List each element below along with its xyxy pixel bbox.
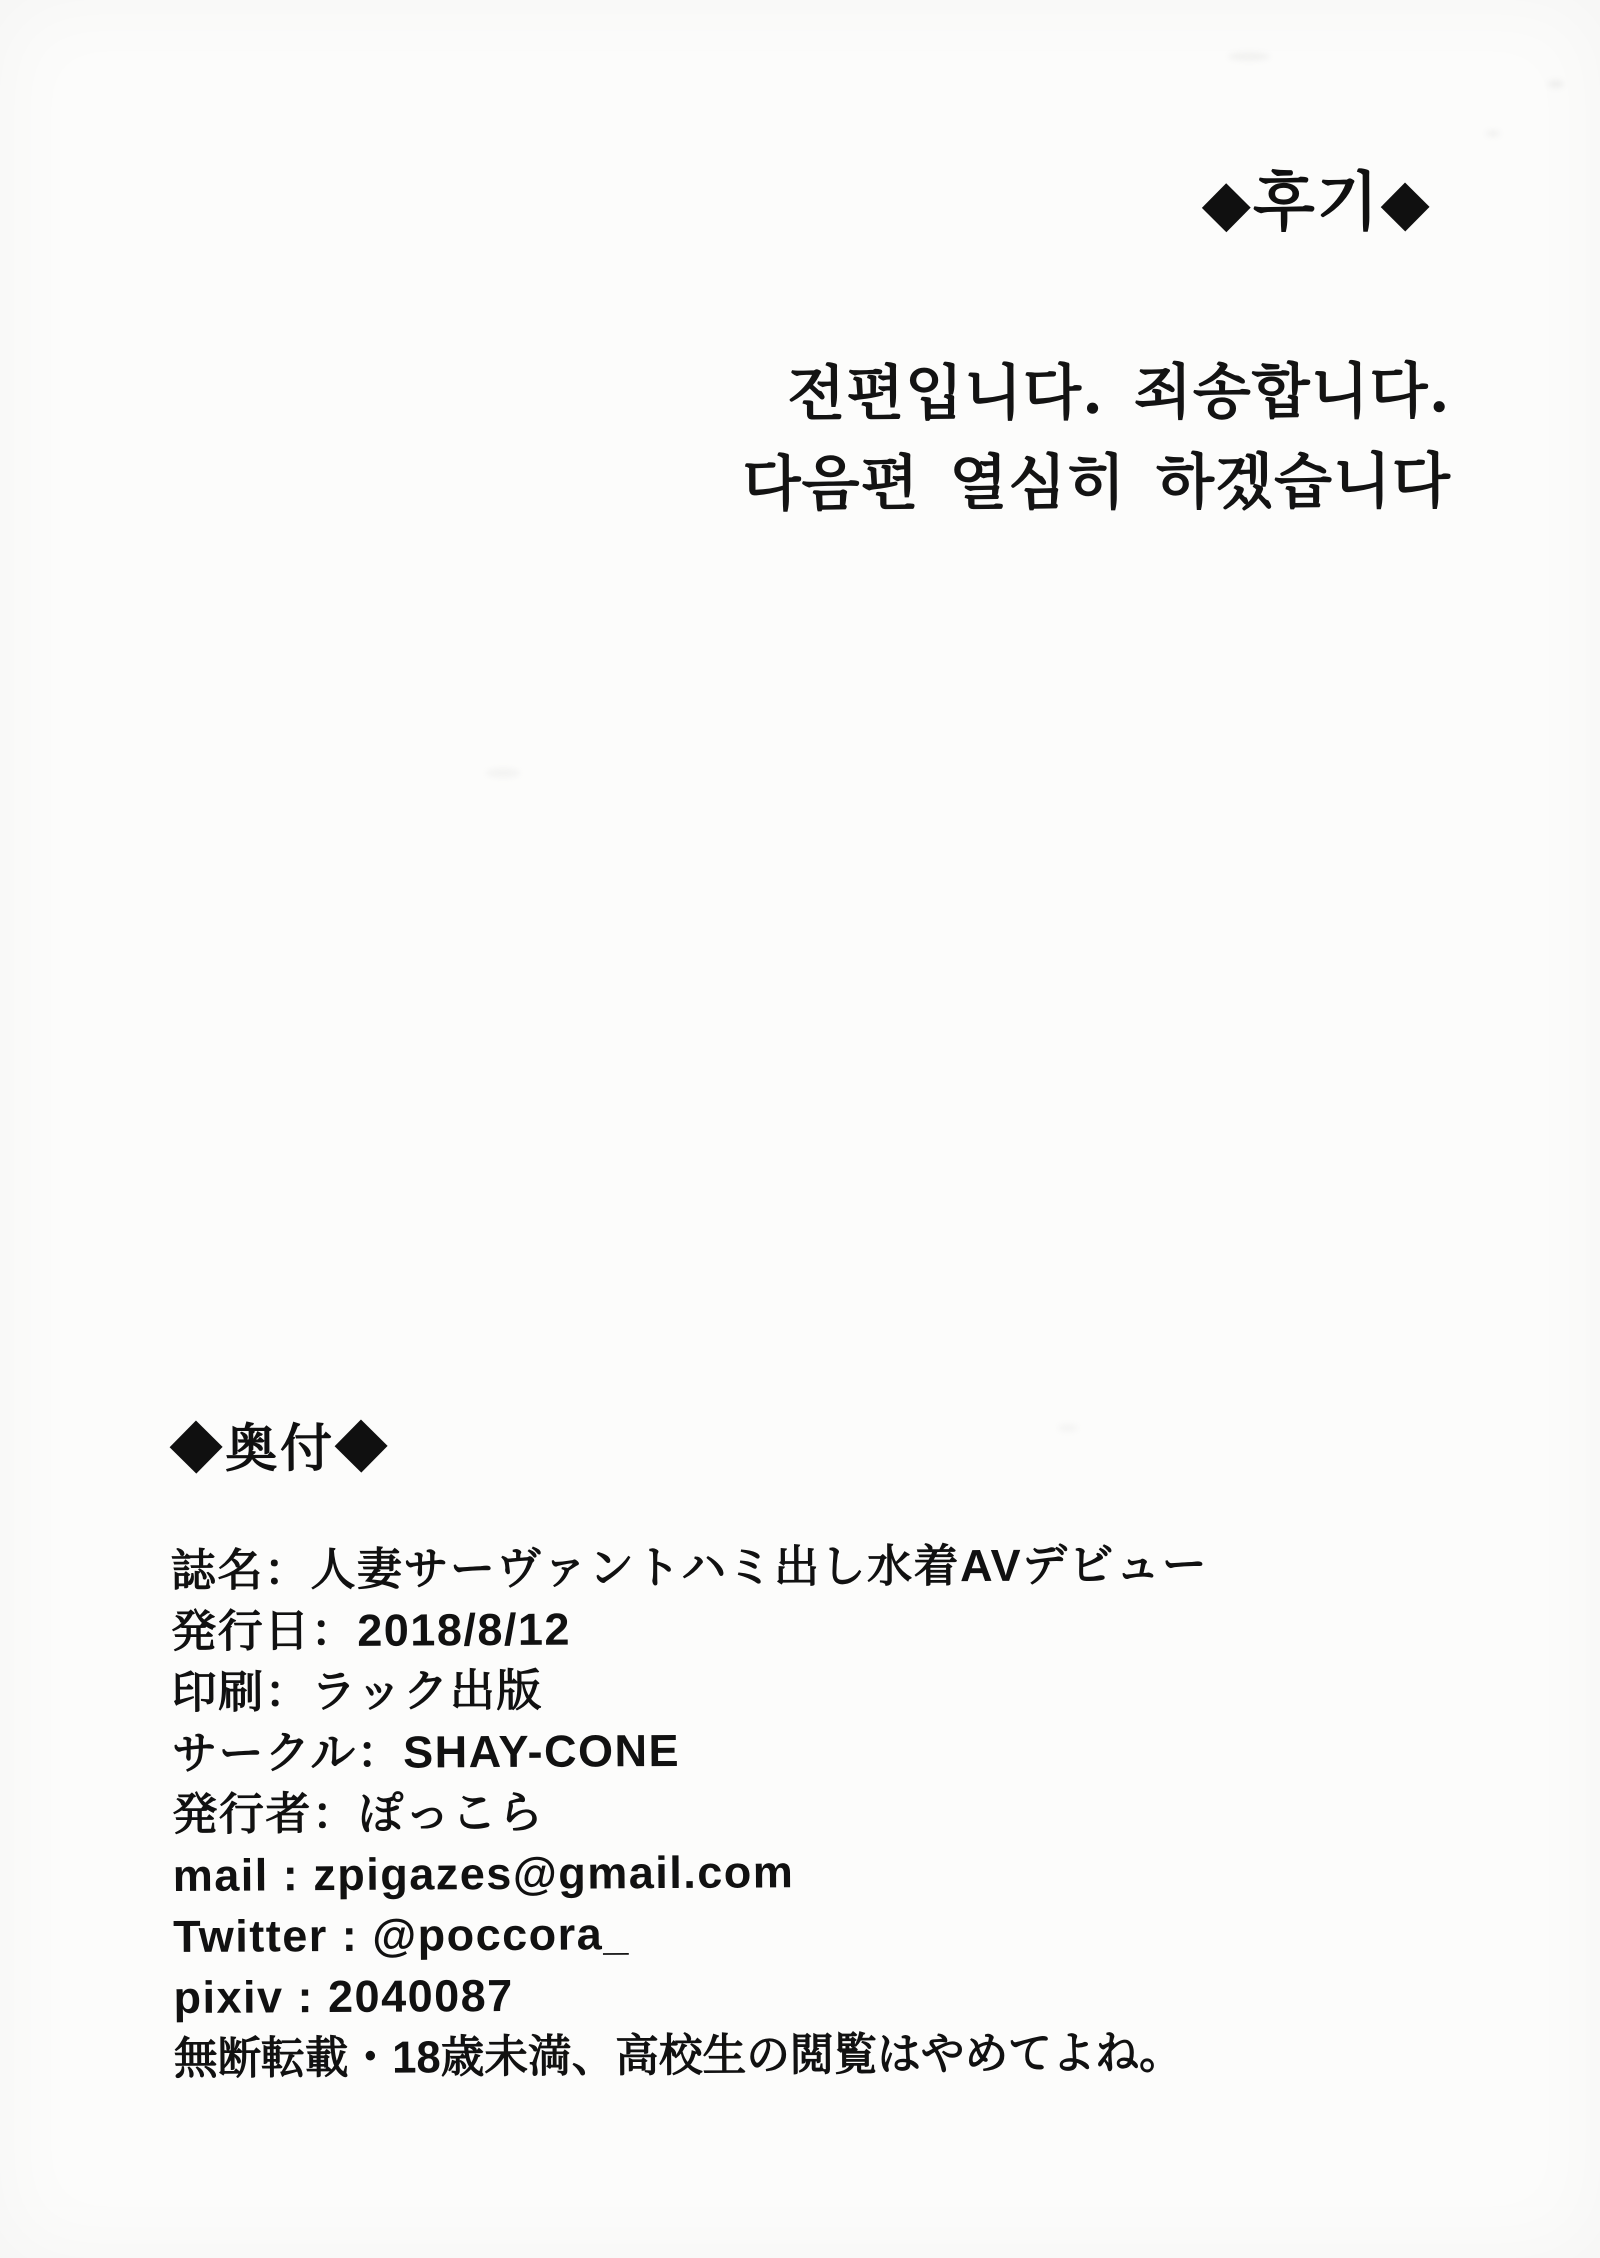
afterword-line-1: 전편입니다. 죄송합니다. <box>786 356 1451 430</box>
colophon-entry-title: 誌名：人妻サーヴァントハミ出し水着AVデビュー <box>170 1538 1209 1596</box>
colophon-heading: ◆奥付◆ <box>169 1419 391 1479</box>
colophon-entry-twitter: Twitter : @poccora_ <box>172 1908 630 1962</box>
colophon-entries <box>171 1534 1214 2089</box>
afterword-text <box>742 346 1451 529</box>
colophon-entry-pixiv: pixiv : 2040087 <box>173 1969 514 2023</box>
colophon-entry-publish-date: 発行日：2018/8/12 <box>171 1603 572 1657</box>
colophon-entry-notice: 無断転載・18歳未満、高校生の閲覧はやめてよね。 <box>173 2026 1183 2084</box>
afterword-section <box>741 156 1451 529</box>
colophon-entry-printer: 印刷：ラック出版 <box>171 1664 543 1718</box>
afterword-heading: ◆후기◆ <box>1201 164 1432 241</box>
scan-smudge <box>1486 130 1500 137</box>
afterword-line-2: 다음편 열심히 하겠습니다 <box>742 446 1451 520</box>
colophon-entry-publisher: 発行者：ぽっこら <box>172 1786 545 1840</box>
colophon-section <box>170 1416 1214 2089</box>
scan-smudge <box>1548 80 1564 88</box>
colophon-entry-mail: mail : zpigazes@gmail.com <box>172 1846 795 1901</box>
colophon-entry-circle: サークル：SHAY-CONE <box>171 1724 681 1779</box>
scan-smudge <box>1228 52 1270 61</box>
scan-smudge <box>486 768 520 778</box>
